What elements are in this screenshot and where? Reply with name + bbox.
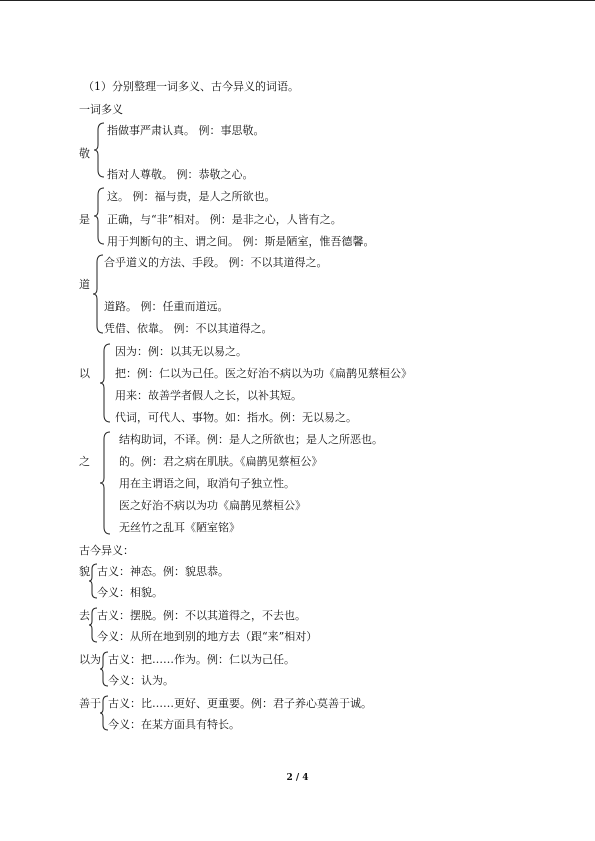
jing-line-1: 指做事严肃认真。 例：事思敬。 <box>107 124 265 137</box>
am-yiwei-new: 今义：认为。 <box>108 674 174 687</box>
zhi-line-4: 医之好治不病以为功《扁鹊见蔡桓公》 <box>119 499 306 512</box>
yi-line-1: 因为：例：以其无以易之。 <box>115 345 247 358</box>
am-word-yiwei: 以为 <box>79 653 101 666</box>
shi-line-2: 正确，与“非”相对。 例：是非之心，人皆有之。 <box>107 213 342 226</box>
am-word-shanyu: 善于 <box>79 697 101 710</box>
am-yiwei-old: 古义：把……作为。例：仁以为己任。 <box>108 653 295 666</box>
yi-line-4: 代词，可代人、事物。如：指水。例：无以易之。 <box>115 411 357 424</box>
word-shi: 是 <box>79 213 90 226</box>
am-mao-new: 今义：相貌。 <box>97 586 163 599</box>
dao-line-3: 凭借、依靠。 例：不以其道得之。 <box>104 322 273 335</box>
dao-line-2: 道路。 例：任重而道远。 <box>104 300 229 313</box>
yi-line-2: 把：例：仁以为己任。医之好治不病以为功《扁鹊见蔡桓公》 <box>115 367 412 380</box>
am-shanyu-old: 古义：比……更好、更重要。例：君子养心莫善于诚。 <box>108 697 372 710</box>
brace-zhi <box>99 431 113 535</box>
brace-shi <box>93 187 107 245</box>
am-qu-new: 今义：从所在地到别的地方去（跟“来”相对） <box>97 630 318 643</box>
word-zhi: 之 <box>79 455 90 468</box>
top-rule <box>0 0 595 1</box>
section-intro: （1）分别整理一词多义、古今异义的词语。 <box>83 80 299 93</box>
brace-jing <box>93 122 107 178</box>
am-qu-old: 古义：摆脱。例：不以其道得之，不去也。 <box>97 609 306 622</box>
word-dao: 道 <box>79 278 90 291</box>
polysemy-heading: 一词多义 <box>79 103 123 116</box>
am-word-mao: 貌 <box>79 565 90 578</box>
zhi-line-2: 的。例：君之病在肌肤。《扁鹊见蔡桓公》 <box>119 455 323 468</box>
word-yi: 以 <box>79 367 90 380</box>
zhi-line-3: 用在主谓语之间，取消句子独立性。 <box>119 477 295 490</box>
brace-yi <box>99 343 113 423</box>
shi-line-3: 用于判断句的主、谓之间。 例：斯是陋室，惟吾德馨。 <box>107 235 375 248</box>
shi-line-1: 这。 例：福与贵，是人之所欲也。 <box>107 190 276 203</box>
yi-line-3: 用来：故善学者假人之长，以补其短。 <box>115 389 302 402</box>
jing-line-2: 指对人尊敬。 例：恭敬之心。 <box>107 168 254 181</box>
dao-line-1: 合乎道义的方法、手段。 例：不以其道得之。 <box>104 256 328 269</box>
page-number: 2 / 4 <box>286 773 309 783</box>
ancient-modern-heading: 古今异义： <box>79 544 134 557</box>
zhi-line-1: 结构助词，不译。例：是人之所欲也；是人之所恶也。 <box>119 433 383 446</box>
am-word-qu: 去 <box>79 609 90 622</box>
zhi-line-5: 无丝竹之乱耳《陋室铭》 <box>119 521 240 534</box>
word-jing: 敬 <box>79 147 90 160</box>
am-shanyu-new: 今义：在某方面具有特长。 <box>108 718 240 731</box>
am-mao-old: 古义：神态。例：貌思恭。 <box>97 565 229 578</box>
